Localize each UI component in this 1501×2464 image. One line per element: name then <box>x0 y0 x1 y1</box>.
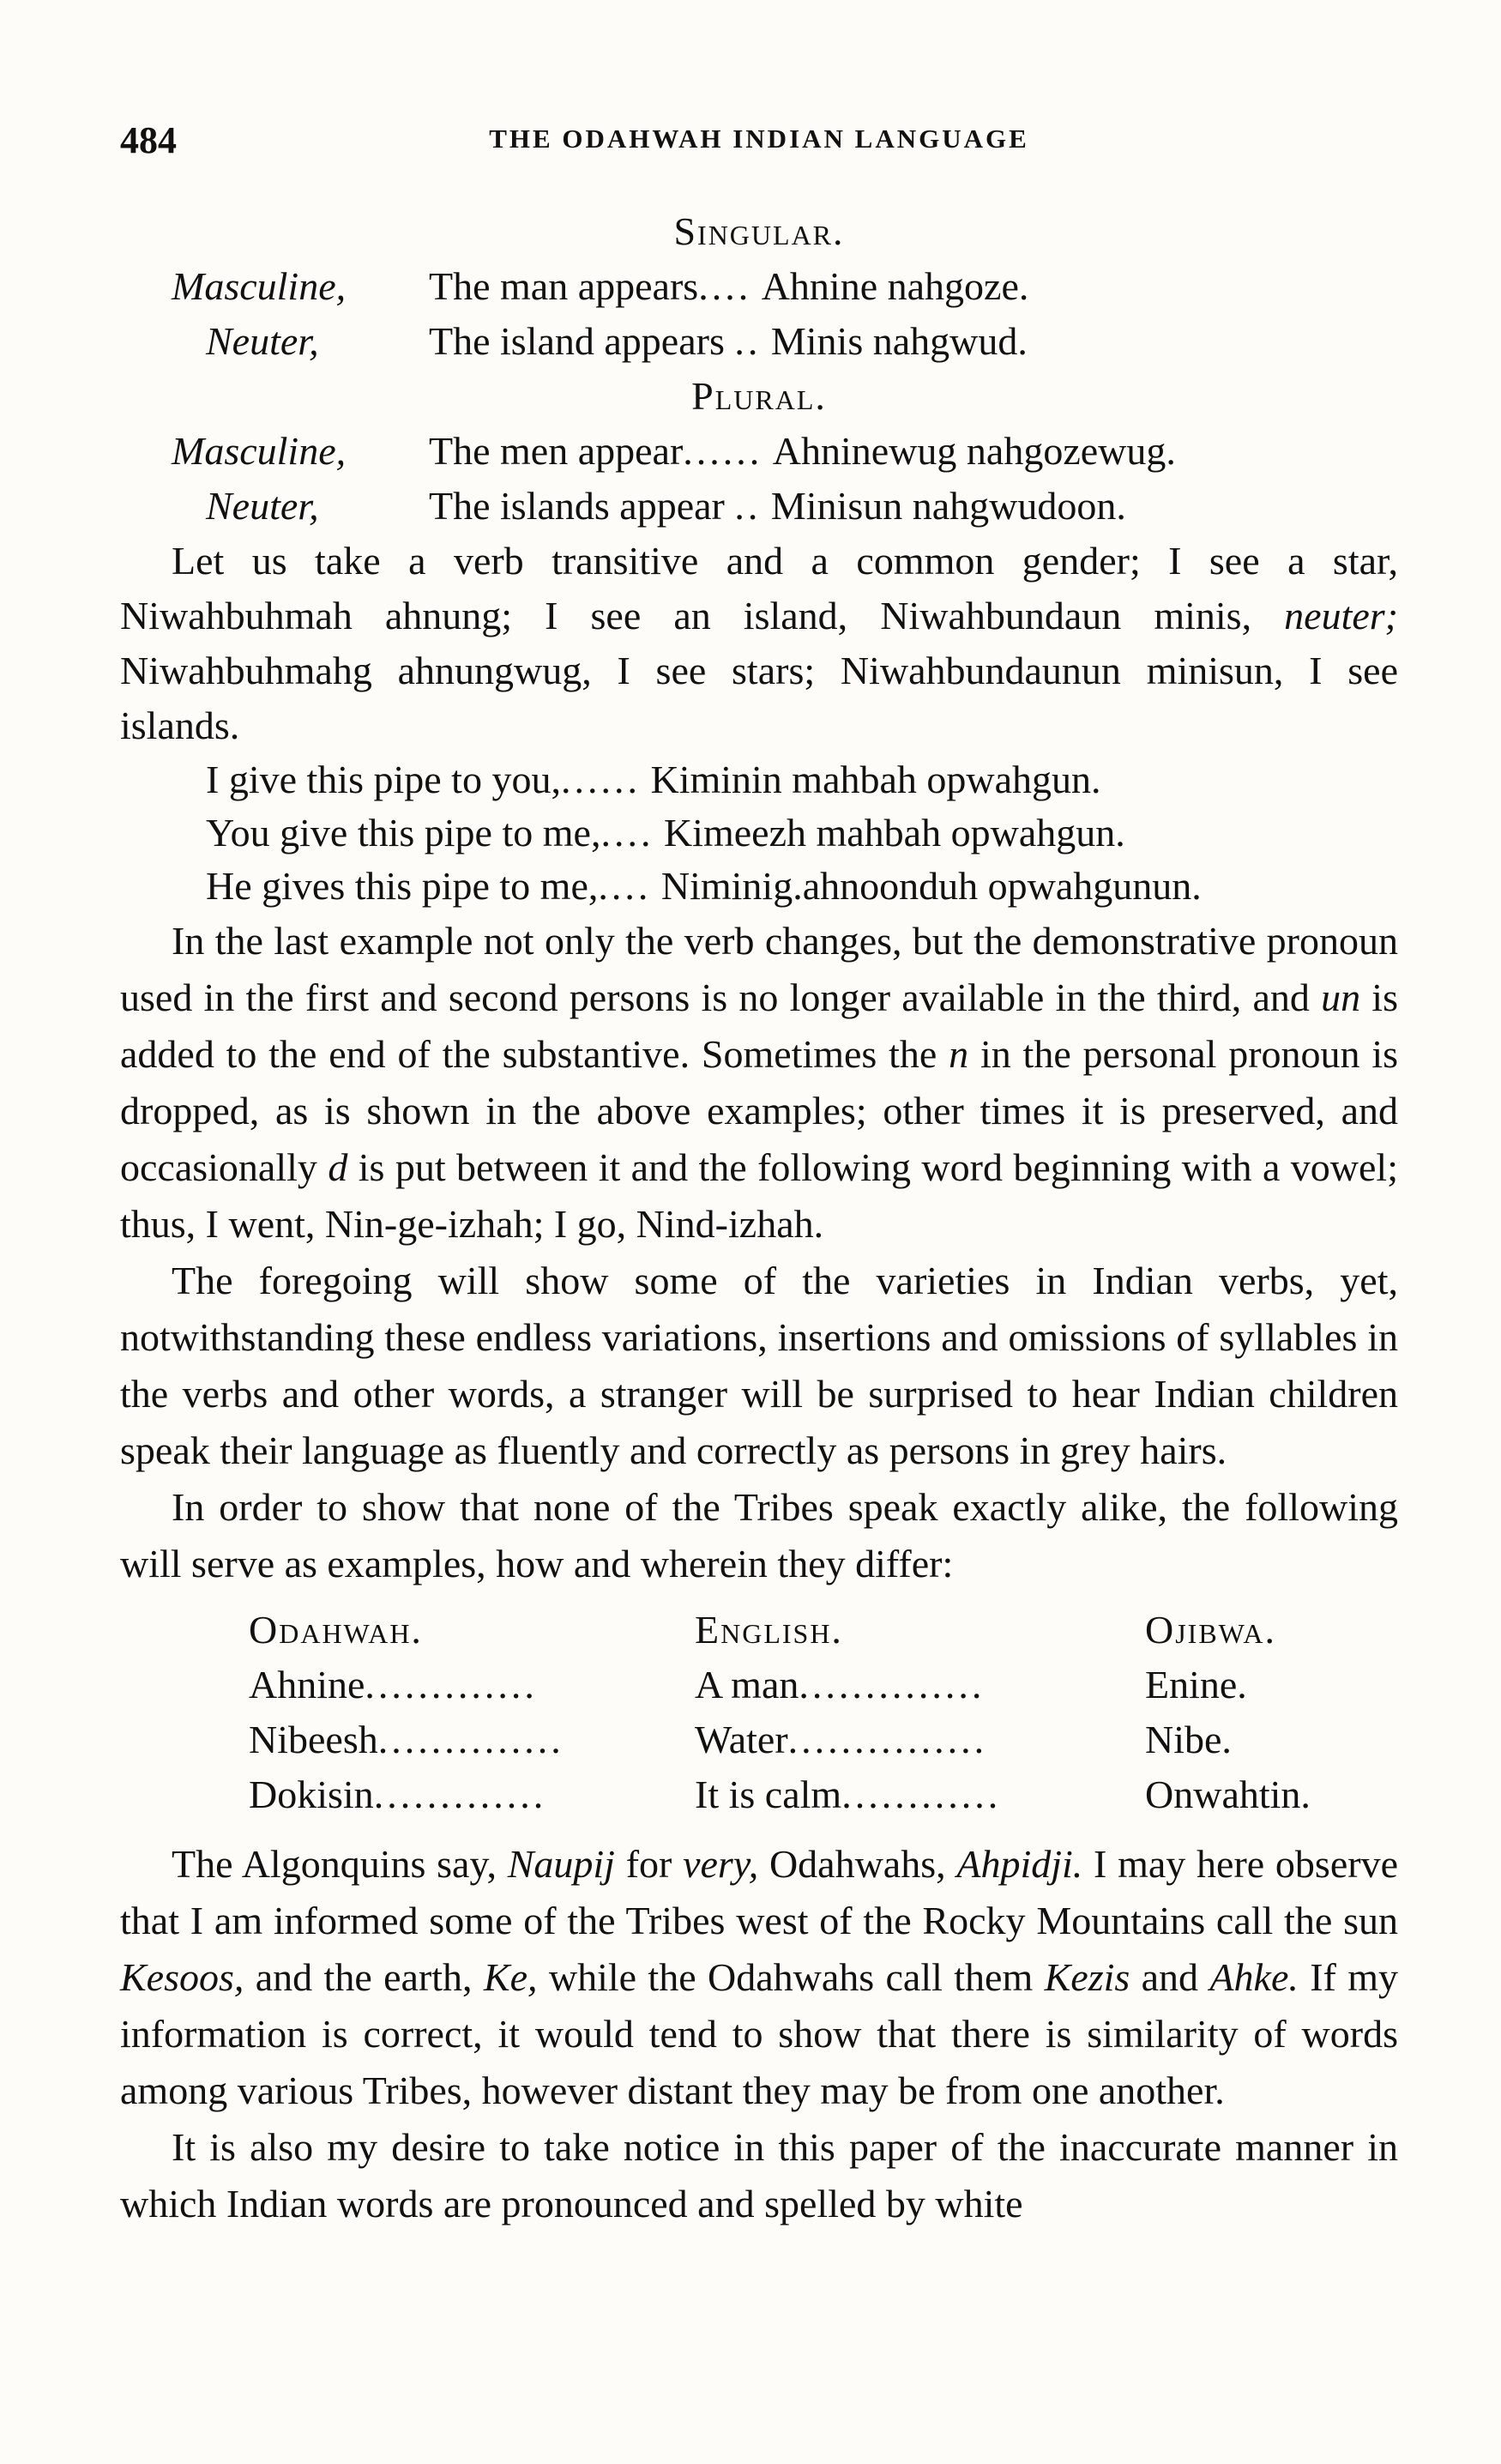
gender-label: Neuter, <box>206 484 319 528</box>
paradigm-row <box>120 479 1398 534</box>
leader-dots: ............... <box>787 1718 988 1761</box>
english-form: The island appears <box>429 319 725 363</box>
text-run: The Algonquins say, <box>172 1842 508 1886</box>
singular-heading: Singular. <box>673 209 845 253</box>
text-run: If my information is correct, it would tend to show that there is similarity of words among various Tribes, however distant they may be from one another. <box>120 1955 1398 2112</box>
ojibwa-word: Onwahtin. <box>1145 1773 1311 1816</box>
page-body <box>120 204 1398 2232</box>
leader-dots: .. <box>734 319 762 363</box>
leader-dots: .. <box>734 484 762 528</box>
indian-form: Minis nahgwud. <box>770 319 1028 363</box>
english-word: Water <box>695 1718 788 1761</box>
leader-dots: .... <box>598 864 652 908</box>
text-run: I may here observe that I am informed some of the Tribes west of the Rocky Mountains call the sun <box>120 1842 1398 1942</box>
vocabulary-row <box>249 1767 1445 1822</box>
italic-term: neuter; <box>1284 594 1398 637</box>
gender-label: Masculine, <box>172 429 347 473</box>
page-number: 484 <box>120 119 177 161</box>
text-run: and the earth, <box>244 1955 484 1999</box>
english-form: The man appears <box>429 264 699 308</box>
indian-sentence: Niminig.ahnoonduh opwahgunun. <box>660 864 1202 908</box>
vocabulary-header-row <box>249 1603 1445 1658</box>
paradigm-row <box>120 424 1398 479</box>
text-run: Niwahbuhmahg ahnungwug, I see stars; Niwahbundaunun minisun, I see islands. <box>120 649 1398 747</box>
indian-sentence: Kimeezh mahbah opwahgun. <box>663 811 1125 855</box>
leader-dots: .... <box>600 811 654 855</box>
odahwah-word: Dokisin <box>249 1773 374 1816</box>
leader-dots: ............ <box>841 1773 1002 1816</box>
odahwah-word-cell <box>249 1658 695 1712</box>
leader-dots: .............. <box>799 1663 986 1706</box>
leader-dots: ............. <box>365 1663 538 1706</box>
column-header-ojibwa: Ojibwa. <box>1145 1608 1276 1652</box>
text-run: for <box>614 1842 684 1886</box>
text-run: is put between it and the following word beginning with a vowel; thus, I went, Nin-ge-izhah; I go, Nind-izhah. <box>120 1145 1398 1246</box>
vocabulary-row <box>249 1658 1445 1712</box>
leader-dots: .... <box>698 264 752 308</box>
english-form: The men appear <box>429 429 684 473</box>
example-row <box>120 753 1398 806</box>
paragraph-varieties: The foregoing will show some of the varieties in Indian verbs, yet, notwithstanding these endless variations, insertions and omissions of syllables in the verbs and other words, a stranger will be surprised to hear Indian children speak their language as fluently and correctly as persons in grey hairs. <box>120 1259 1398 1472</box>
italic-term: Naupij <box>507 1842 615 1886</box>
text-run: in the personal pronoun is dropped, as is shown in the above examples; other times it is preserved, and occasionally <box>120 1032 1399 1189</box>
text-run: is added to the end of the substantive. Sometimes the <box>120 975 1398 1076</box>
english-sentence: I give this pipe to you, <box>206 758 561 801</box>
english-sentence: He gives this pipe to me, <box>206 864 599 908</box>
italic-term: Ahpidji. <box>956 1842 1083 1886</box>
odahwah-word: Nibeesh <box>249 1718 378 1761</box>
text-run: Let us take a verb transitive and a common gender; I see a star, Niwahbuhmah ahnung; I see an island, Niwahbundaun minis, <box>120 539 1398 637</box>
italic-term: d <box>328 1145 348 1189</box>
indian-form: Minisun nahgwudoon. <box>770 484 1126 528</box>
indian-form: Ahnine nahgoze. <box>761 264 1029 308</box>
vocabulary-row <box>249 1712 1445 1767</box>
leader-dots: ...... <box>683 429 763 473</box>
paradigm-row <box>120 259 1398 314</box>
leader-dots: ............. <box>373 1773 547 1816</box>
column-header-odahwah: Odahwah. <box>249 1608 423 1652</box>
paradigm-row <box>120 314 1398 369</box>
paragraph-verb-changes <box>120 913 1398 1253</box>
example-row <box>120 860 1398 913</box>
english-word-cell <box>695 1712 1145 1767</box>
paragraph-algonquins <box>120 1836 1398 2119</box>
english-word-cell <box>695 1658 1145 1712</box>
italic-term: Kesoos, <box>120 1955 244 1999</box>
gender-label: Masculine, <box>172 264 347 308</box>
gender-label: Neuter, <box>206 319 319 363</box>
text-run: and <box>1130 1955 1210 1999</box>
italic-term: very, <box>683 1842 759 1886</box>
english-sentence: You give this pipe to me, <box>206 811 601 855</box>
english-word: A man <box>695 1663 799 1706</box>
page-header <box>120 118 1398 170</box>
odahwah-word-cell <box>249 1712 695 1767</box>
indian-sentence: Kiminin mahbah opwahgun. <box>650 758 1101 801</box>
running-title: THE ODAHWAH INDIAN LANGUAGE <box>489 124 1029 154</box>
italic-term: un <box>1321 975 1361 1019</box>
odahwah-word-cell <box>249 1767 695 1822</box>
italic-term: Ahke. <box>1209 1955 1299 1999</box>
paragraph-tribes-intro: In order to show that none of the Tribes speak exactly alike, the following will serve as examples, how and wherein they differ: <box>120 1485 1398 1585</box>
italic-term: n <box>949 1032 969 1076</box>
indian-form: Ahninewug nahgozewug. <box>772 429 1176 473</box>
ojibwa-word: Enine. <box>1145 1663 1247 1706</box>
paragraph-inaccurate-manner: It is also my desire to take notice in this paper of the inaccurate manner in which Indian words are pronounced and spelled by white <box>120 2125 1398 2225</box>
paragraph-transitive-verb <box>120 534 1398 753</box>
example-row <box>120 806 1398 860</box>
english-form: The islands appear <box>429 484 725 528</box>
english-word-cell <box>695 1767 1145 1822</box>
odahwah-word: Ahnine <box>249 1663 365 1706</box>
plural-heading: Plural. <box>691 374 827 418</box>
english-word: It is calm <box>695 1773 842 1816</box>
vocabulary-table <box>249 1603 1445 1822</box>
leader-dots: ...... <box>560 758 641 801</box>
text-run: while the Odahwahs call them <box>537 1955 1045 1999</box>
italic-term: Kezis <box>1044 1955 1130 1999</box>
column-header-english: English. <box>695 1608 843 1652</box>
ojibwa-word: Nibe. <box>1145 1718 1232 1761</box>
text-run: In the last example not only the verb changes, but the demonstrative pronoun used in the first and second persons is no longer available in the third, and <box>120 919 1398 1019</box>
text-run: Odahwahs, <box>758 1842 957 1886</box>
italic-term: Ke, <box>483 1955 538 1999</box>
leader-dots: .............. <box>377 1718 564 1761</box>
